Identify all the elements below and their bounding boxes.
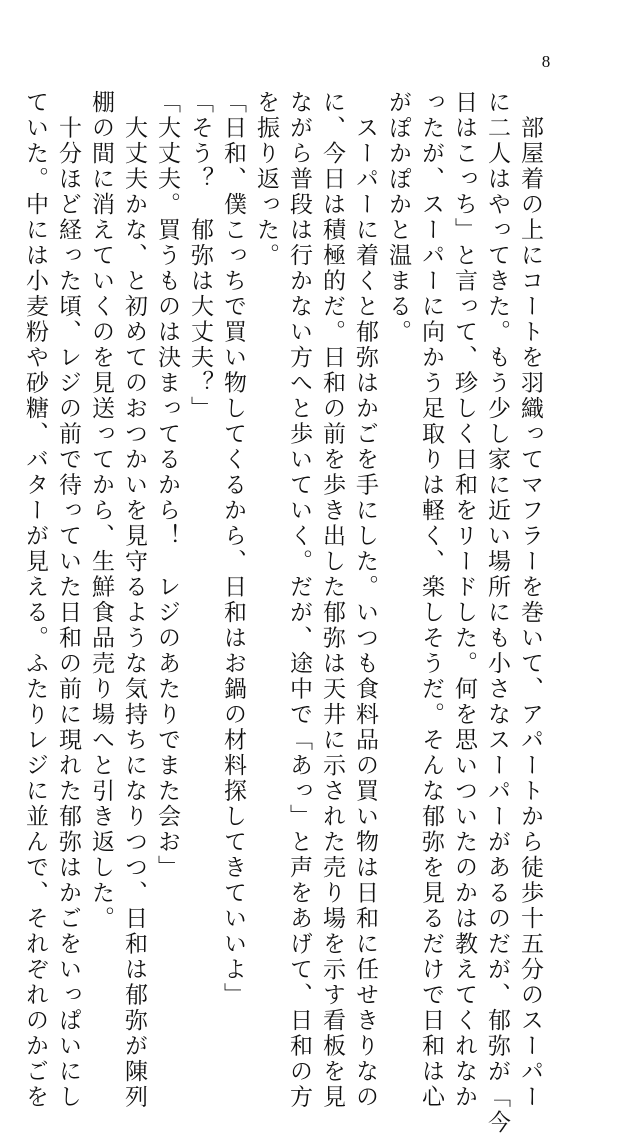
- text-line: 大丈夫かな、と初めてのおつかいを見守るような気持ちになりつつ、日和は郁弥が陳列: [121, 90, 147, 1110]
- text-line: 「大丈夫。買うものは決まってるから！ レジのあたりでまた会お」: [154, 90, 180, 881]
- text-line: がぽかぽかと温まる。: [385, 90, 411, 345]
- text-line: を振り返った。: [253, 90, 279, 269]
- text-line: 「そう？ 郁弥は大丈夫？」: [187, 90, 213, 422]
- text-line: ったが、スーパーに向かう足取りは軽く、楽しそうだ。そんな郁弥を見るだけで日和は心: [418, 90, 444, 1110]
- page-number: 8: [541, 52, 551, 71]
- text-line: スーパーに着くと郁弥はかごを手にした。いつも食料品の買い物は日和に任せきりなの: [352, 90, 378, 1110]
- text-line: ていた。中には小麦粉や砂糖、バターが見える。ふたりレジに並んで、それぞれのかごを: [22, 90, 48, 1110]
- text-line: 「日和、僕こっちで買い物してくるから、日和はお鍋の材料探してきていいよ」: [220, 90, 246, 1008]
- body-text: [18, 90, 546, 1136]
- text-line: に二人はやってきた。もう少し家に近い場所にも小さなスーパーがあるのだが、郁弥が「今: [484, 90, 510, 1136]
- text-line: 十分ほど経った頃、レジの前で待っていた日和の前に現れた郁弥はかごをいっぱいにし: [55, 90, 81, 1110]
- text-line: 棚の間に消えていくのを見送ってから、生鮮食品売り場へと引き返した。: [88, 90, 114, 932]
- text-line: 日はこっち」と言って、珍しく日和をリードした。何を思いついたのかは教えてくれなか: [451, 90, 477, 1110]
- text-line: ながら普段は行かない方へと歩いていく。だが、途中で「あっ」と声をあげて、日和の方: [286, 90, 312, 1110]
- text-line: に、今日は積極的だ。日和の前を歩き出した郁弥は天井に示された売り場を示す看板を見: [319, 90, 345, 1110]
- text-line: 部屋着の上にコートを羽織ってマフラーを巻いて、アパートから徒歩十五分のスーパー: [517, 90, 543, 1110]
